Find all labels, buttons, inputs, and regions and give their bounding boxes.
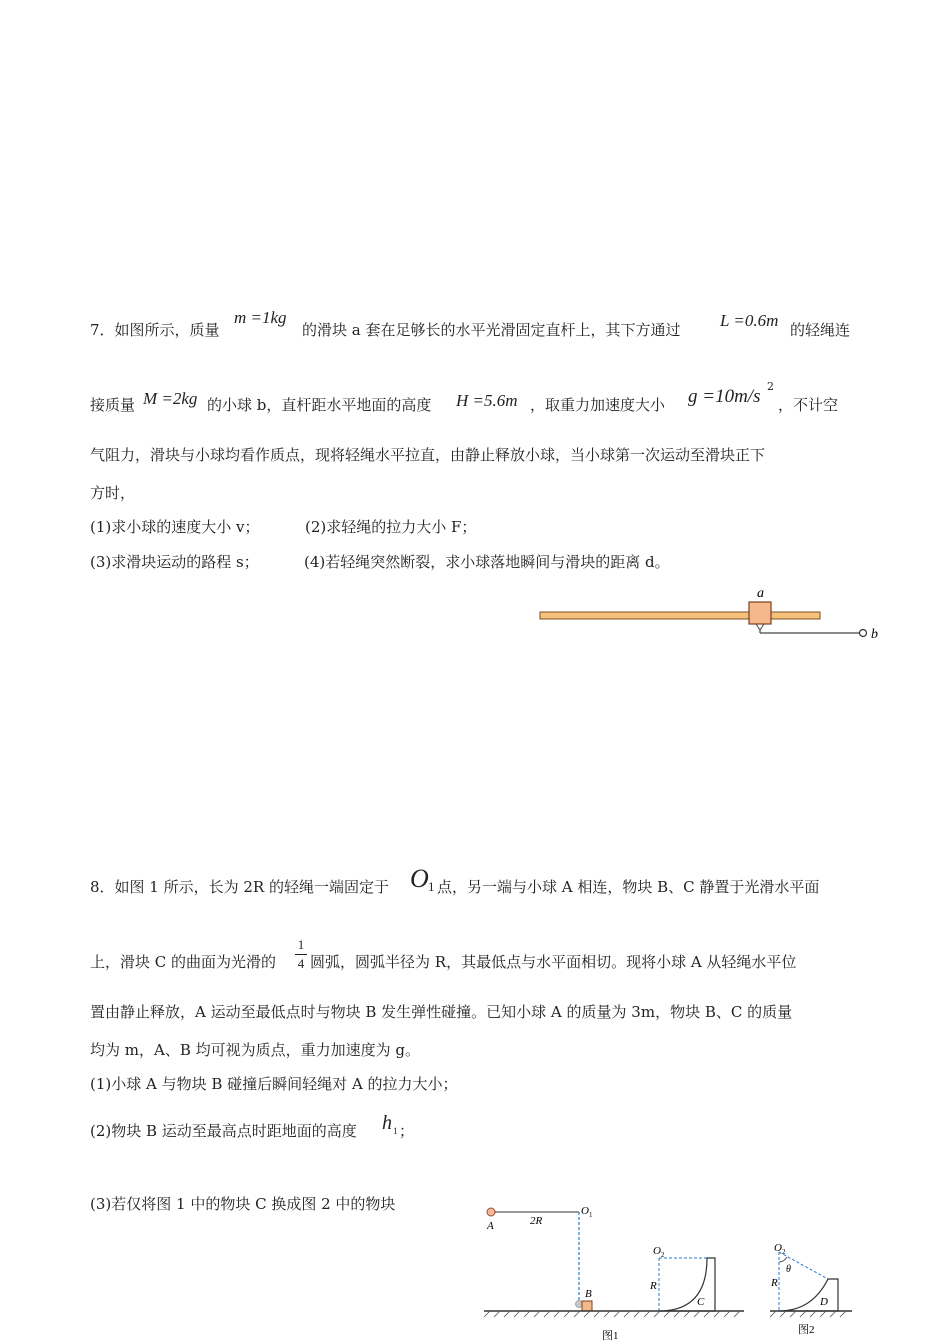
label-O2: O: [653, 1245, 661, 1257]
q7-line4: 方时，: [90, 484, 136, 502]
label-B: B: [585, 1288, 592, 1300]
q7-line1-text-b: 的滑块 a 套在足够长的水平光滑固定直杆上，其下方通过: [302, 321, 681, 339]
ground-hatching: [770, 1311, 846, 1317]
label-O1: O: [581, 1205, 589, 1217]
q8-figure-1: [478, 1198, 756, 1344]
q8-subquestion-3: (3)若仅将图 1 中的物块 C 换成图 2 中的物块: [90, 1195, 396, 1213]
q7-mass-M: M =2kg: [143, 389, 198, 408]
ball-b: [860, 630, 867, 637]
fraction-quarter: [295, 938, 307, 970]
q7-figure: [530, 580, 890, 650]
caption-figure-1: 图1: [602, 1330, 619, 1342]
fraction-denominator: 4: [297, 956, 305, 971]
ball-A-low-position: [576, 1301, 583, 1308]
q7-line1-text-a: 7．如图所示，质量: [90, 321, 220, 339]
caption-figure-2: 图2: [798, 1324, 815, 1336]
label-theta: θ: [786, 1264, 791, 1275]
block-B: [582, 1301, 592, 1311]
q7-gravity-exponent: 2: [767, 380, 774, 393]
ball-A: [487, 1208, 495, 1216]
label-2R: 2R: [530, 1215, 543, 1227]
q7-line2-text-c: ，取重力加速度大小: [530, 396, 666, 414]
q7-height-H: H =5.6m: [456, 391, 518, 410]
label-O2: O: [774, 1242, 782, 1254]
q8-subquestion-2-text-b: ；: [399, 1122, 415, 1140]
q8-line3: 置由静止释放，A 运动至最低点时与物块 B 发生弹性碰撞。已知小球 A 的质量为 3m，物块 B、C 的质量: [90, 1003, 793, 1021]
q7-subquestion-2: (2)求轻绳的拉力大小 F；: [305, 518, 477, 536]
q8-point-O-subscript: 1: [428, 879, 435, 894]
q7-gravity-g: g =10m/s: [688, 386, 761, 407]
q8-line1-text-b: 点，另一端与小球 A 相连，物块 B、C 静置于光滑水平面: [437, 878, 820, 896]
slider-hook: [756, 624, 764, 630]
label-O2-subscript: 2: [782, 1248, 786, 1256]
label-a: a: [757, 586, 764, 601]
label-R: R: [771, 1277, 778, 1289]
q7-mass-m: m =1kg: [234, 308, 287, 327]
q8-height-h-subscript: 1: [393, 1126, 398, 1136]
q8-line1-text-a: 8．如图 1 所示，长为 2R 的轻绳一端固定于: [90, 878, 389, 896]
angle-arc: [779, 1257, 787, 1262]
q7-line2-text-d: ，不计空: [778, 396, 839, 414]
q8-height-h: h: [382, 1112, 392, 1134]
q7-line2-text-a: 接质量: [90, 396, 136, 414]
block-C: [659, 1258, 715, 1311]
label-O1-subscript: 1: [589, 1211, 593, 1219]
q8-point-O: O: [410, 864, 429, 893]
q8-line2-text-b: 圆弧，圆弧半径为 R，其最低点与水平面相切。现将小球 A 从轻绳水平位: [310, 953, 797, 971]
q7-line3: 气阻力，滑块与小球均看作质点，现将轻绳水平拉直，由静止释放小球，当小球第一次运动至滑块正下: [90, 446, 766, 464]
fraction-numerator: 1: [297, 937, 305, 952]
label-D: D: [820, 1296, 828, 1308]
q7-subquestion-1: (1)求小球的速度大小 v；: [90, 518, 260, 536]
q8-subquestion-2-text-a: (2)物块 B 运动至最高点时距地面的高度: [90, 1122, 357, 1140]
ground-hatching: [484, 1311, 740, 1317]
horizontal-rod: [540, 612, 820, 619]
q7-line1-text-c: 的轻绳连: [790, 321, 851, 339]
block-D: [779, 1279, 838, 1311]
q7-line2-text-b: 的小球 b，直杆距水平地面的高度: [207, 396, 432, 414]
q7-subquestion-4: (4)若轻绳突然断裂，求小球落地瞬间与滑块的距离 d。: [304, 553, 670, 571]
q7-length-L: L =0.6m: [720, 311, 779, 330]
label-A: A: [487, 1220, 494, 1232]
label-b: b: [871, 627, 878, 642]
label-R: R: [650, 1280, 657, 1292]
slider-a: [749, 602, 771, 624]
q8-line4: 均为 m，A、B 均可视为质点，重力加速度为 g。: [90, 1041, 420, 1059]
label-C: C: [697, 1296, 705, 1308]
label-O2-subscript: 2: [661, 1251, 665, 1259]
q8-line2-text-a: 上，滑块 C 的曲面为光滑的: [90, 953, 277, 971]
q8-subquestion-1: (1)小球 A 与物块 B 碰撞后瞬间轻绳对 A 的拉力大小；: [90, 1075, 458, 1093]
q8-figure-2: [762, 1238, 858, 1338]
q7-subquestion-3: (3)求滑块运动的路程 s；: [90, 553, 259, 571]
